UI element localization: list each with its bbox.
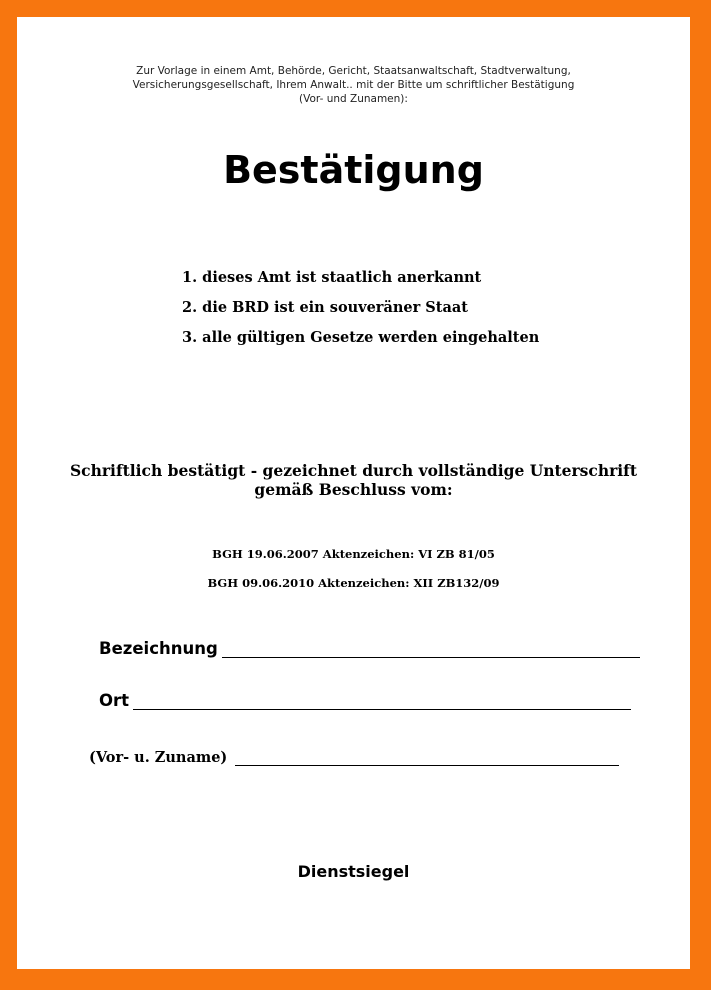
name-line[interactable]: [235, 747, 619, 766]
designation-field: [99, 639, 640, 658]
point-item: 2. die BRD ist ein souveräner Staat: [182, 299, 468, 316]
place-label: Ort: [99, 691, 130, 710]
intro-line-1: Zur Vorlage in einem Amt, Behörde, Gericht, Staatsanwaltschaft, Stadtverwaltung,: [136, 65, 571, 77]
designation-label: Bezeichnung: [99, 639, 218, 658]
reference-1: BGH 19.06.2007 Aktenzeichen: VI ZB 81/05: [212, 547, 495, 561]
document-page: [14, 14, 693, 972]
confirmation-line-2: gemäß Beschluss vom:: [254, 480, 453, 499]
document-title: Bestätigung: [223, 148, 484, 192]
confirmation-line-1: Schriftlich bestätigt - gezeichnet durch vollständige Unterschrift: [69, 461, 637, 480]
confirmation-statement: [17, 461, 690, 499]
reference-2: BGH 09.06.2010 Aktenzeichen: XII ZB132/09: [207, 576, 500, 590]
designation-line[interactable]: [222, 639, 640, 658]
official-seal-label: Dienstsiegel: [297, 862, 410, 881]
intro-line-2: Versicherungsgesellschaft, Ihrem Anwalt.. mit der Bitte um schriftlicher Bestätigung: [132, 79, 575, 91]
place-field: [99, 691, 631, 710]
intro-line-3: (Vor- und Zunamen):: [299, 93, 408, 105]
confirmation-points: [182, 268, 539, 358]
name-field: [89, 747, 619, 766]
place-line[interactable]: [133, 691, 631, 710]
point-item: 1. dieses Amt ist staatlich anerkannt: [182, 269, 482, 286]
intro-text: [17, 64, 690, 106]
point-item: 3. alle gültigen Gesetze werden eingehalten: [182, 329, 540, 346]
name-label: (Vor- u. Zuname): [89, 749, 228, 766]
